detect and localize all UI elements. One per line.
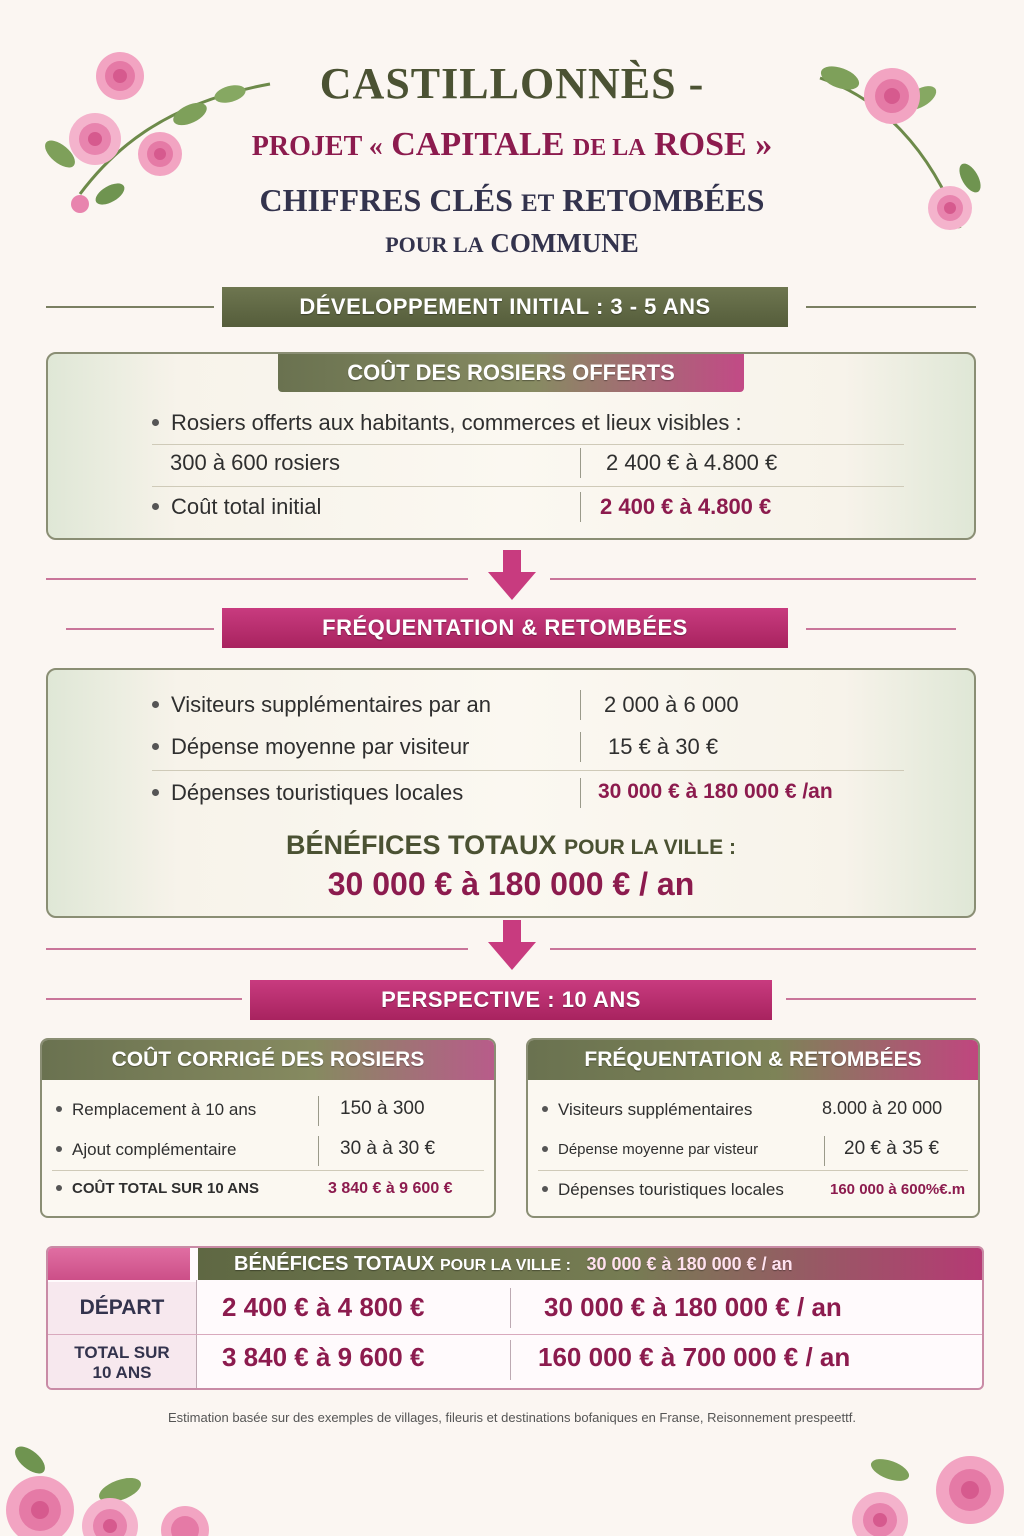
project-title-main: CAPITALE	[391, 126, 565, 163]
list-item	[152, 780, 463, 806]
row-divider	[152, 444, 904, 445]
row-value: 150 à 300	[340, 1098, 425, 1119]
bullet-dot-icon	[152, 503, 159, 510]
row-value: 2 000 à 6 000	[604, 692, 739, 717]
rose-flower-icon	[0, 1430, 250, 1536]
section-banner-frequentation: FRÉQUENTATION & RETOMBÉES	[222, 608, 788, 648]
list-item	[56, 1180, 259, 1197]
bullet-dot-icon	[56, 1106, 62, 1112]
list-item	[542, 1180, 784, 1200]
row-label: 300 à 600 rosiers	[170, 450, 340, 475]
column-divider	[580, 448, 581, 478]
row-value: 8.000 à 20 000	[822, 1098, 943, 1118]
column-divider	[580, 778, 581, 808]
benefit-value: 30 000 € à 180 000 € / an	[327, 866, 695, 902]
down-arrow-icon	[484, 548, 540, 604]
divider-line	[66, 628, 214, 630]
subtitle-b: RETOMBÉES	[562, 182, 765, 218]
row-label: Visiteurs supplémentaires	[558, 1100, 753, 1119]
column-divider	[318, 1136, 319, 1166]
divider-line	[46, 578, 468, 580]
page-title: CASTILLONNÈS -	[319, 59, 705, 108]
column-divider	[196, 1280, 197, 1390]
row-label: Dépense moyenne par visteur	[558, 1141, 759, 1158]
panel-rose-cost	[46, 352, 976, 540]
column-divider	[318, 1096, 319, 1126]
column-divider	[510, 1340, 511, 1380]
table-cell: 3 840 € à 9 600 €	[222, 1342, 425, 1372]
bullet-dot-icon	[56, 1146, 62, 1152]
summary-table	[46, 1246, 984, 1390]
box-title: COÛT CORRIGÉ DES ROSIERS	[42, 1040, 494, 1080]
row-divider	[538, 1170, 968, 1171]
column-divider	[580, 690, 581, 720]
row-value: 30 à à 30 €	[340, 1138, 436, 1159]
down-arrow-icon	[484, 918, 540, 974]
table-cell: 30 000 € à 180 000 € / an	[544, 1292, 842, 1322]
divider-line	[806, 306, 976, 308]
divider-line	[46, 998, 242, 1000]
subtitle-a: CHIFFRES CLÉS	[259, 182, 513, 218]
subtitle-et: ET	[520, 190, 555, 217]
list-item	[542, 1141, 758, 1158]
column-divider	[510, 1288, 511, 1328]
list-item	[152, 410, 742, 436]
benefit-label-a: BÉNÉFICES TOTAUX	[286, 830, 557, 860]
row-divider	[52, 1170, 484, 1171]
divider-line	[46, 306, 214, 308]
row-label: Dépenses touristiques locales	[558, 1180, 784, 1199]
project-title	[0, 126, 1024, 164]
table-header	[198, 1248, 982, 1280]
divider-line	[550, 948, 976, 950]
table-row-label	[48, 1335, 196, 1390]
project-title-de: DE LA	[572, 135, 646, 161]
bullet-dot-icon	[152, 789, 159, 796]
subtitle	[0, 182, 1024, 219]
row-value: 3 840 € à 9 600 €	[328, 1180, 453, 1197]
bullet-dot-icon	[542, 1186, 548, 1192]
panel-frequentation	[46, 668, 976, 918]
row-label: Remplacement à 10 ans	[72, 1100, 257, 1119]
table-row-label-b: 10 ANS	[92, 1363, 152, 1382]
bullet-dot-icon	[542, 1146, 548, 1152]
project-title-lead: PROJET «	[251, 131, 383, 162]
row-value: 15 € à 30 €	[608, 734, 719, 759]
divider-line	[786, 998, 976, 1000]
row-label: Rosiers offerts aux habitants, commerces et lieux visibles :	[171, 410, 742, 435]
row-label: Dépenses touristiques locales	[171, 780, 464, 805]
divider-line	[550, 578, 976, 580]
section-banner-perspective: PERSPECTIVE : 10 ANS	[250, 980, 772, 1020]
list-item	[152, 734, 469, 760]
subtitle-commune-word: COMMUNE	[490, 228, 639, 258]
table-row-label: DÉPART	[48, 1282, 196, 1334]
row-divider	[152, 486, 904, 487]
table-corner	[48, 1248, 190, 1280]
bullet-dot-icon	[152, 743, 159, 750]
table-header-a: BÉNÉFICES TOTAUX	[234, 1253, 435, 1275]
panel-title: COÛT DES ROSIERS OFFERTS	[278, 354, 744, 392]
table-header-b: POUR LA VILLE :	[439, 1257, 571, 1274]
row-value: 2 400 € à 4.800 €	[606, 450, 778, 475]
subtitle-pour: POUR LA	[385, 232, 484, 257]
footnote: Estimation basée sur des exemples de villages, fileuris et destinations bofaniques en Franse, Reisonnement prespeettf.	[168, 1410, 856, 1425]
column-divider	[580, 492, 581, 522]
project-title-rose: ROSE »	[654, 126, 773, 163]
table-cell: 160 000 € à 700 000 € / an	[538, 1342, 851, 1372]
list-item	[152, 692, 491, 718]
row-value: 160 000 à 600%€.m	[830, 1181, 966, 1198]
row-label: Ajout complémentaire	[72, 1140, 237, 1159]
list-item	[542, 1100, 752, 1120]
section-banner-initial: DÉVELOPPEMENT INITIAL : 3 - 5 ANS	[222, 287, 788, 327]
box-cost-corrected	[40, 1038, 496, 1218]
divider-line	[46, 948, 468, 950]
bullet-dot-icon	[56, 1185, 62, 1191]
row-value: 20 € à 35 €	[844, 1138, 940, 1159]
row-label: Coût total initial	[171, 494, 322, 519]
rose-flower-icon	[820, 1430, 1024, 1536]
table-row-label-a: TOTAL SUR	[74, 1343, 170, 1362]
subtitle-commune	[0, 228, 1024, 259]
bullet-dot-icon	[152, 419, 159, 426]
divider-line	[806, 628, 956, 630]
list-item	[152, 494, 321, 520]
table-header-value: 30 000 € à 180 000 € / an	[586, 1254, 793, 1274]
table-cell: 2 400 € à 4 800 €	[222, 1292, 425, 1322]
benefit-label-b: POUR LA VILLE :	[564, 836, 736, 859]
column-divider	[580, 732, 581, 762]
box-frequentation-10y	[526, 1038, 980, 1218]
box-title: FRÉQUENTATION & RETOMBÉES	[528, 1040, 978, 1080]
row-label: Visiteurs supplémentaires par an	[171, 692, 491, 717]
row-label: Dépense moyenne par visiteur	[171, 734, 470, 759]
row-value: 2 400 € à 4.800 €	[600, 494, 772, 519]
row-value: 30 000 € à 180 000 € /an	[598, 780, 833, 803]
bullet-dot-icon	[542, 1106, 548, 1112]
list-item	[56, 1100, 256, 1120]
benefit-label	[48, 830, 974, 861]
row-divider	[152, 770, 904, 771]
bullet-dot-icon	[152, 701, 159, 708]
row-label: COÛT TOTAL SUR 10 ANS	[72, 1180, 259, 1197]
column-divider	[824, 1136, 825, 1166]
list-item	[56, 1140, 236, 1160]
